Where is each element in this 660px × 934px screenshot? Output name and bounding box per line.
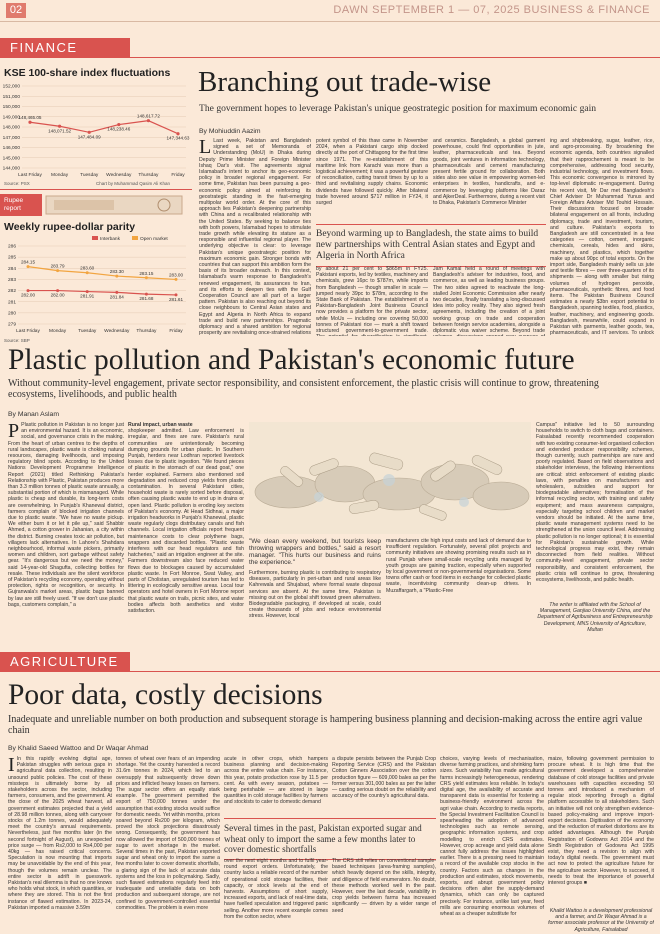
chart2-x-tick-label: Monday [49, 329, 67, 334]
chart2-data-point [175, 278, 178, 281]
chart2-y-tick-label: 286 [7, 244, 16, 250]
chart1-x-tick-label: Tuesday [80, 173, 99, 178]
article1-pull-quote: Beyond warming up to Bangladesh, the state aims to build new partnerships with Central Asian states and Egypt and Algeria in North Africa [316, 224, 546, 267]
article2-subhead-rural: Rural impact, urban waste [128, 422, 193, 428]
article1-column-4: ing and shipbreaking, sugar, leather, rice, and agro-processing. By broadening the economic agenda, both countries signalled that their rapprochement is meant to be comprehensive, addressing food security, industrial technology, and investment flows. This economic convergence is mirrored by top-level diplomatic re-engagement. During his recent visit, Mr Dar met Bangladesh's Chief Adviser Dr Muhammad Yunus and Foreign Affairs Adviser Md Touhid Hossain. Their discussions focused on broader bilateral engagement on all fronts, including diplomacy, trade and investment, tourism, and culture. Pakistan's exports to Bangladesh are still concentrated in a few categories — cotton, cement, inorganic chemicals, cereals, hides and skins, machinery, and plastics, which together make up about 90pc of total exports. On the import side, Bangladesh mainly sells us jute and textile fibres — over three-quarters of its shipments — along with smaller but rising volumes of hydrogen peroxide, pharmaceuticals, synthetic fibres, and food items. The Pakistan Business Council estimates a nearly $3bn export potential to Bangladesh, spanning textiles, food, plastics, leather, machinery, and engineering goods. Bangladesh, meanwhile, could expand in Pakistan with garments, leather goods, tea, pharmaceuticals, and IT services. To unlock [550, 138, 654, 336]
chart2-data-label: 281.61 [168, 296, 184, 302]
chart1-y-tick-label: 144,000 [2, 166, 20, 172]
chart2-y-tick-label: 280 [7, 311, 16, 317]
page-number: 02 [6, 3, 26, 18]
chart1-source: Source: PSX [4, 181, 30, 186]
chart1-plot [0, 82, 192, 182]
article2-deck: Without community-level engagement, private sector responsibility, and consistent enforcement, the plastic crisis will continue to grow, threatening ecosystems, livelihoods, and public health [8, 378, 599, 400]
chart1-y-tick-label: 151,000 [2, 94, 20, 100]
article3-headline: Poor data, costly decisions [8, 679, 323, 711]
article3-dropcap: I [8, 756, 15, 776]
article1-dropcap: L [199, 138, 212, 158]
article2-headline: Plastic pollution and Pakistan's economic future [8, 344, 575, 376]
chart2-data-point [86, 271, 89, 274]
article3-column-6: maize, following government permission to procure wheat. It is high time that the government developed a comprehensive database of cold storage facilities and private warehouses with capacities exceeding 50 tonnes and introduced a mechanism of regular stock reporting through a digital platform accessible to all stakeholders. Such an initiative will not only strengthen evidence-based policy-making and improve import-export decisions. Digitisation of the economy and the reduction of market distortions are its added advantages. Although the Punjab Registration of Godowns Act 2014 and the Sindh Registration of Godowns Act 1995 exist, they need a revision to align with today's digital needs. The government must act now to protect the agriculture future for the agriculture sector. However, to succeed, it needs to treat the importance of powerful interest groups ■ [548, 756, 654, 887]
chart1-data-label: 148,071.52 [48, 128, 72, 134]
rupee-note-illustration [44, 194, 184, 216]
chart-divider [0, 189, 192, 190]
chart1-data-label: 147,344.63 [166, 135, 190, 141]
chart1-y-tick-label: 150,000 [2, 105, 20, 111]
chart2-legend-swatch [132, 236, 138, 240]
section-label-agriculture: AGRICULTURE [0, 652, 130, 672]
article1-headline: Branching out trade-wise [198, 66, 492, 98]
chart2-x-tick-label: Friday [169, 329, 183, 334]
article3-author-note: Khalid Wattoo is a development professional and a farmer, and Dr Waqar Ahmad is a former associate professor at the University of Agriculture, Faisalabad [548, 908, 654, 932]
chart1-y-tick-label: 149,000 [2, 115, 20, 121]
article3-deck: Inadequate and unreliable number on both production and subsequent storage is hampering business planning and decision-making across the entire agri value chain [8, 714, 643, 736]
chart2-data-label: 283.60 [80, 265, 95, 271]
chart2-plot [0, 234, 192, 340]
chart1-x-tick-label: Last Friday [18, 173, 42, 178]
article2-column-3b: manufacturers cite high input costs and lack of demand due to insufficient regulation. Fortunately, several pilot projects and community initiatives are showing promising results such as in rural Punjab where small-scale recycling units managed by youth groups are gaining traction, especially when supported by local government or non-governmental organisations. Some towns offer cash or food items in exchange for collected plastic waste, incentivising community clean-up drives. In Muzaffargarh, a "Plastic-Free [386, 538, 531, 594]
chart2-data-label: 283.00 [168, 272, 184, 278]
article1-column-3a: and ceramics. Bangladesh, a global garment powerhouse, could find opportunities in jute, leather, pharmaceuticals and tea. Beyond goods, joint ventures in information technology, pharmaceuticals and cement manufacturing present fertile ground for collaboration. Both sides also see value in empowering women-led enterprises in textiles, handicrafts, and e-commerce by leveraging platforms like Daraz and AjkerDeal. Furthermore, during a recent visit to Dhaka, Pakistan's Commerce Minister [433, 138, 545, 207]
article2-dropcap: P [8, 422, 20, 442]
chart1-data-point [147, 119, 150, 122]
chart1-title: KSE 100-share index fluctuations [4, 67, 171, 79]
article1-column-3b: Jam Kamal held a round of meetings with Bangladesh's adviser for industries, food, and commerce, as well as leading business groups. The two sides agreed to reactivate the long-stalled Joint Economic Commission after nearly two decades, finally translating a long-discussed idea into policy reality. They also signed fresh agreements, including the creation of a joint working group on trade and cooperation between foreign service academies, alongside a diplomatic visa waiver scheme. Beyond trade [433, 266, 545, 335]
chart2-data-point [145, 276, 148, 279]
chart2-legend-swatch [92, 236, 98, 240]
chart2-data-label: 283.79 [50, 263, 65, 269]
chart1-y-tick-label: 152,000 [2, 84, 20, 90]
chart1-y-tick-label: 145,000 [2, 156, 20, 162]
chart2-data-point [56, 269, 59, 272]
article3-column-5: choices, varying levels of mechanisation, diverse farming practices, and shrinking farm sizes. Such variability has made agricultural farms increasingly heterogeneous, rendering CRS yield estimates less reliable. In today's digital age, the availability of accurate and transparent data is essential for fostering a business-friendly environment across the agri value chain. According to media reports, the Special Investment Facilitation Council is spearheading the adoption of advanced technologies such as remote sensing, geographic information systems, and crop modelling to enrich CRS estimates. However, crop acreage and yield data alone cannot fully address the issues highlighted earlier. There is a pressing need to maintain a record of the available crop stocks in the country. Factors such as changes in the production and estimates, stock movements, exports, and abrupt government policy decisions often alter the supply-demand dynamics, which can only be captured precisely. For instance, unlike last year, feed mills are consuming enormous volumes of wheat as a cheaper substitute for [440, 756, 544, 918]
article1-column-1: L Last week, Pakistan and Bangladesh signed a set of Memoranda of Understanding (MoU) in Dhaka during Deputy Prime Minister and Foreign Minister Ishaq Dar's visit. The agreements signal Islamabad's intent to anchor its geo-economic policy in broader regional engagement. For some time, Pakistan has been pursuing a geo-economic policy aimed at reinforcing its geostrategic standing in the fast-emerging multipolar world order. At the core of this approach lies Pakistan's deepening partnership with China and a recalibrated relationship with the United States. By seeking to balance ties with both powers, Islamabad hopes to stimulate trade growth while elevating its stature as a responsible and influential regional player. The underlying objective is clear: to leverage Pakistan's unique geostrategic position for maximum economic gain. Stronger bonds with countries that can support this ambition form the basis of its broader outreach. In this context, Islamabad's warm response to Bangladesh's renewed engagement, its assurances to Iran, and its efforts to deepen ties with the Gulf Cooperation Council are all part of a larger pattern. Pakistan is also reaching out beyond its close neighbours to Central Asian states and Egypt and Algeria in North Africa to expand trade and build new partnerships. Pragmatic diplomacy and a shared ambition for regional prosperity are revitalising once-strained relations [199, 138, 311, 336]
chart2-title: Weekly rupee-dollar parity [4, 221, 136, 233]
chart1-y-tick-label: 146,000 [2, 146, 20, 152]
chart1-x-tick-label: Friday [171, 173, 185, 178]
chart2-legend-label: Open market [140, 237, 168, 242]
article2-author-note: The writer is affiliated with the School of Management, Ganjiao University China, and the Department of Agribusiness and Entrepreneurship Development, MNS University of Agriculture, Multan [537, 602, 653, 632]
article2-column-3a: Furthermore, burning plastic is contributing to respiratory diseases, particularly in peri-urban and rural areas like Kahrewala and Shujabad, where formal waste disposal services are absent. At the same time, Pakistan is missing out on the global shift toward green alternatives. Biodegradable packaging, if developed at scale, could create thousands of jobs and reduce environmental stress. However, local [249, 570, 381, 620]
chart2-data-label: 281.84 [109, 294, 124, 300]
plastic-waste-photo [249, 422, 531, 534]
chart1-data-point [28, 121, 31, 124]
article3-pull-quote: Several times in the past, Pakistan exported sugar and wheat only to import the same a few months later to cover domestic shortfalls [224, 818, 436, 860]
article3-byline: By Khalid Saeed Wattoo and Dr Waqar Ahmad [8, 745, 149, 752]
chart1-data-label: 148,465.05 [18, 115, 42, 121]
article2-column-1: P Plastic pollution in Pakistan is no longer just an environmental hazard. It is an economic, social, and governance crisis in the making. From the heart of urban centres to the depths of rural landscapes, plastic waste is choking natural resources, damaging livelihoods, and imposing regulatory blind spots. According to the United Nations Development Programme Intelligence Report (2021) titled Rethinking Pakistan's Relationship with Plastic, Pakistan produces more than 3.3 million tonnes of plastic waste annually, a substantial portion of which is mismanaged. While plastic is cheap and durable, its long-term costs are overwhelming. In Punjab's Khanewal district, farmers complain of blocked irrigation channels due to plastic waste. "We have no waste pickup. We either burn it or let it pile up," said Shabbir Ahmed, a cotton grower in Jahanian, a city within the district. Burning creates toxic air pollution, but villagers lack alternatives. In Lahore's Shahdara neighbourhood, informal waste pickers, primarily women and children, sort garbage without safety gear. "It's dangerous but we need the money," said 14-year-old Shagufta, collecting bottles for resale. These individuals are the silent workforce of Pakistan's recycling economy, operating without protection, rights or recognition, or security. In Gujranwala's market areas, plastic bags banned by law are still freely used. "If we don't use plastic bags, customers complain," a [8, 422, 124, 608]
chart2-source: Source: SBP [4, 338, 30, 343]
article3-column-3a: acute in other crops, which hampers business planning and decision-making across the entire value chain. For instance, this year, potato production rose by 11.5 per cent. As with every season, potatoes — being perishable — are stored in large quantities in cold storage facilities by farmers and stockists to cater to domestic demand [224, 756, 328, 806]
article2-column-4: Campus" initiative led to 50 surrounding households to switch to cloth bags and containers. Faisalabad recently recommended cooperation with two existing consumer-led organised collection and extended producer responsibility schemes, though currently, such partnerships are rare and poorly regulated. Based on field observations and stakeholder interviews, the following interventions are critical: strict enforcement of existing plastic laws, with penalties on manufacturers and wholesalers, subsidies and support for biodegradable alternatives; formalisation of the informal recycling sector, with training and safety equipment; and mass awareness campaigns, especially targeting school children and market vendors should be initiated. At the same time, plastic waste management systems need to be strengthened at the union council level. Addressing plastic pollution is no longer optional; it is essential for Pakistan's sustainable growth. While technological progress may exist, they remain disconnected from field realities. Without community-level engagement, private sector responsibility, and consistent enforcement, the plastic crisis will continue to grow, threatening ecosystems, livelihoods, and public health. [536, 422, 654, 584]
article1-column-2a: potent symbol of this thaw came in November 2024, when a Pakistani cargo ship docked directly at the port of Chittagong for the first time since 1971. The re-establishment of this maritime link from Karachi was more than a logistical achievement; it was a powerful gesture of reconciliation, cutting transit times by up to a third and revitalising supply chains. Economic dividends have followed quickly. After bilateral trade hovered around $717 million in FY24, it surged [316, 138, 428, 207]
chart2-y-tick-label: 282 [7, 289, 16, 295]
article3-column-4b: The CRS still relies on conventional sample-based techniques (area-framing samples), which heavily depend on the skills, integrity, and diligence of field enumerators. No doubt, these methods worked well in the past. However, over the last decade, variability in crop yields between farms has increased significantly — driven by a wider range of seed [332, 858, 436, 914]
chart2-y-tick-label: 279 [7, 322, 16, 328]
chart2-data-label: 284.15 [20, 259, 36, 265]
chart2-data-point [27, 265, 30, 268]
article2-column-2: Rural impact, urban waste shopkeeper admitted. Law enforcement is irregular, and fines are rare. Pakistan's rural communities are unintentionally becoming dumping grounds for urban plastic. In Southern Punjab, herders near Lodhran reported livestock losses due to plastic ingestion. "We found pieces of plastic in the stomach of our dead goat," one herder explained. Farmers also mentioned soil degradation and reduced crop yields from plastic contamination. In several Pakistani cities, household waste is rarely sorted before disposal, often causing plastic waste to end up in drains or open land. Plastic pollution is eroding key sectors of Pakistan's economy. At Head Sidhnai, a major irrigation headworks in Punjab's Khanewal, plastic waste regularly clogs distributary canals and fish channels. Local irrigation officials report frequent maintenance costs to clear polythene bags, wrappers and discarded bottles. "Plastic waste interferes with our head regulators and fish hatcheries," said an irrigation engineer at the site. Farmers downstream also face reduced water flows due to blockages caused by accumulated plastic waste. In Fort Monroe, Swat Valley, and parts of Cholistan, unregulated tourism has led to littering in ecologically sensitive areas. Local tour operators and hotel owners in Fort Monroe report that plastic waste on trails, picnic sites, and water bodies affects both aesthetics and visitor satisfaction. [128, 422, 244, 615]
chart1-data-label: 148,238.46 [107, 126, 131, 132]
chart2-data-label: 283.30 [109, 269, 124, 275]
chart2-data-label: 281.91 [80, 293, 95, 299]
article1-deck: The government hopes to leverage Pakistan's unique geostrategic position for maximum economic gain [199, 103, 597, 114]
chart2-x-tick-label: Wednesday [104, 329, 130, 334]
section-rule [130, 671, 660, 672]
chart2-data-label: 282.00 [50, 292, 65, 298]
chart1-data-label: 147,484.09 [77, 134, 101, 140]
chart2-data-label: 283.15 [139, 270, 154, 276]
chart1-x-tick-label: Wednesday [106, 173, 132, 178]
chart2-y-tick-label: 283 [7, 278, 16, 284]
masthead: DAWN SEPTEMBER 1 — 07, 2025 BUSINESS & FINANCE [333, 4, 650, 16]
article3-column-2: tonnes of wheat over fears of an impending shortage. Yet the country harvested a record 31.6m tonnes in 2024, which led to an oversupply that subsequently drove down prices and inflicted heavy losses on farmers. The sugar sector offers an equally stark example. The government permitted the export of 750,000 tonnes under the assumption that existing stocks would suffice for domestic needs. Yet within months, prices soared beyond Rs200 per kilogram, which proved the stock projections disastrously wrong. Consequently, the government has now allowed the import of 500,000 tonnes of sugar to avert shortage in the market. Several times in the past, Pakistan exported sugar and wheat only to import the same a few months later to cover domestic shortfalls, a glaring sign of the lack of accurate data systems and the loss in policymaking. Sadly, such flawed estimations regularly feed into inadequate and unreliable data on both production and subsequent storage, are not confined to government-controlled essential commodities. The problem is even more [116, 756, 220, 911]
chart2-y-tick-label: 285 [7, 255, 16, 261]
chart1-y-tick-label: 148,000 [2, 125, 20, 131]
article1-byline: By Mohiuddin Aazim [199, 128, 261, 135]
chart1-x-tick-label: Thursday [138, 173, 159, 178]
article3-column-4a: a dispute persists between the Punjab Crop Reporting Service (CRS) and the Pakistan Cotton Ginners Association over the cotton production figure — 609,000 bales as per the former versus 301,000 bales as per the latter — casting serious doubt on the reliability and accuracy of the country's agricultural data. [332, 756, 436, 800]
section-rule [130, 57, 660, 58]
article1-column-2b: by about 21 per cent to $865m in FY25. Pakistani exports, led by textiles, machinery and chemicals, grew 16pc to $787m, while imports from Bangladesh — though smaller in scale — jumped nearly 39pc to $78m, according to the State Bank of Pakistan. The establishment of a Pakistan-Bangladesh Joint Business Council now provides a platform for the private sector, while MoUs — including one covering 50,000 tonnes of Pakistani rice — mark a shift toward structured government-to-government trade. [316, 266, 428, 335]
chart2-y-tick-label: 281 [7, 300, 16, 306]
chart2-data-point [115, 275, 118, 278]
chart2-y-tick-label: 284 [7, 266, 16, 272]
rupee-report-tag: Rupee report [0, 194, 42, 216]
chart-column [0, 62, 192, 344]
article3-column-3b: over the next eight months and to fulfil year-round export orders. Unfortunately, the country lacks a reliable record of the number of operational cold storage facilities, their capacity, or stock levels at the end of harvests. Assumptions of short supply, increased exports, and lack of real-time data, have fuelled speculation and triggered panic selling. Another more recent example comes from the cotton sector, where [224, 858, 328, 920]
section-label-finance: FINANCE [0, 38, 130, 58]
chart1-credit: Chart by Muhammad Qasim Ali Khan [96, 181, 171, 186]
article3-column-1: I In this rapidly evolving digital age, Pakistan struggles with serious gaps in agricultural data collection, resulting in unsound public policies. The cost of these missteps is ultimately borne by all stakeholders across the sector, including farmers, consumers, and the government. At the close of the 2025 wheat harvest, all government estimates projected that a yield of 28.98 million tonnes, along with carryover stocks of 1.2m tonnes, would adequately meet the country's annual requirements. Nevertheless, just five months later (in the second fortnight of August), an unexpected price surge — from Rs2,000 to Rs4,000 per 40kg — has raised critical concerns. Speculation is now mounting that imports may be unavoidable by the end of this year, though the volumes remain unclear. The entire sector is adrift in guesswork. Pakistan's real dilemma is that no one knows who holds what stock, in which quantities, or where they are stored. This is not the first instance of flawed estimation. In 2023-24, Pakistan imported a massive 3.59m [8, 756, 112, 911]
chart1-data-label: 148,617.72 [136, 113, 160, 119]
chart1-y-tick-label: 147,000 [2, 135, 20, 141]
chart1-x-tick-label: Monday [51, 173, 69, 178]
chart2-x-tick-label: Last Friday [16, 329, 40, 334]
article2-photo-caption: "We clean every weekend, but tourists keep throwing wrappers and bottles," said a resort manager. "This hurts our business and ruins the experience." [249, 538, 381, 566]
chart2-data-label: 281.68 [139, 296, 154, 302]
chart2-data-label: 282.00 [20, 292, 36, 298]
chart2-legend-label: Interbank [100, 237, 121, 242]
chart2-x-tick-label: Tuesday [78, 329, 97, 334]
article2-byline: By Manan Aslam [8, 411, 59, 418]
chart2-x-tick-label: Thursday [136, 329, 157, 334]
